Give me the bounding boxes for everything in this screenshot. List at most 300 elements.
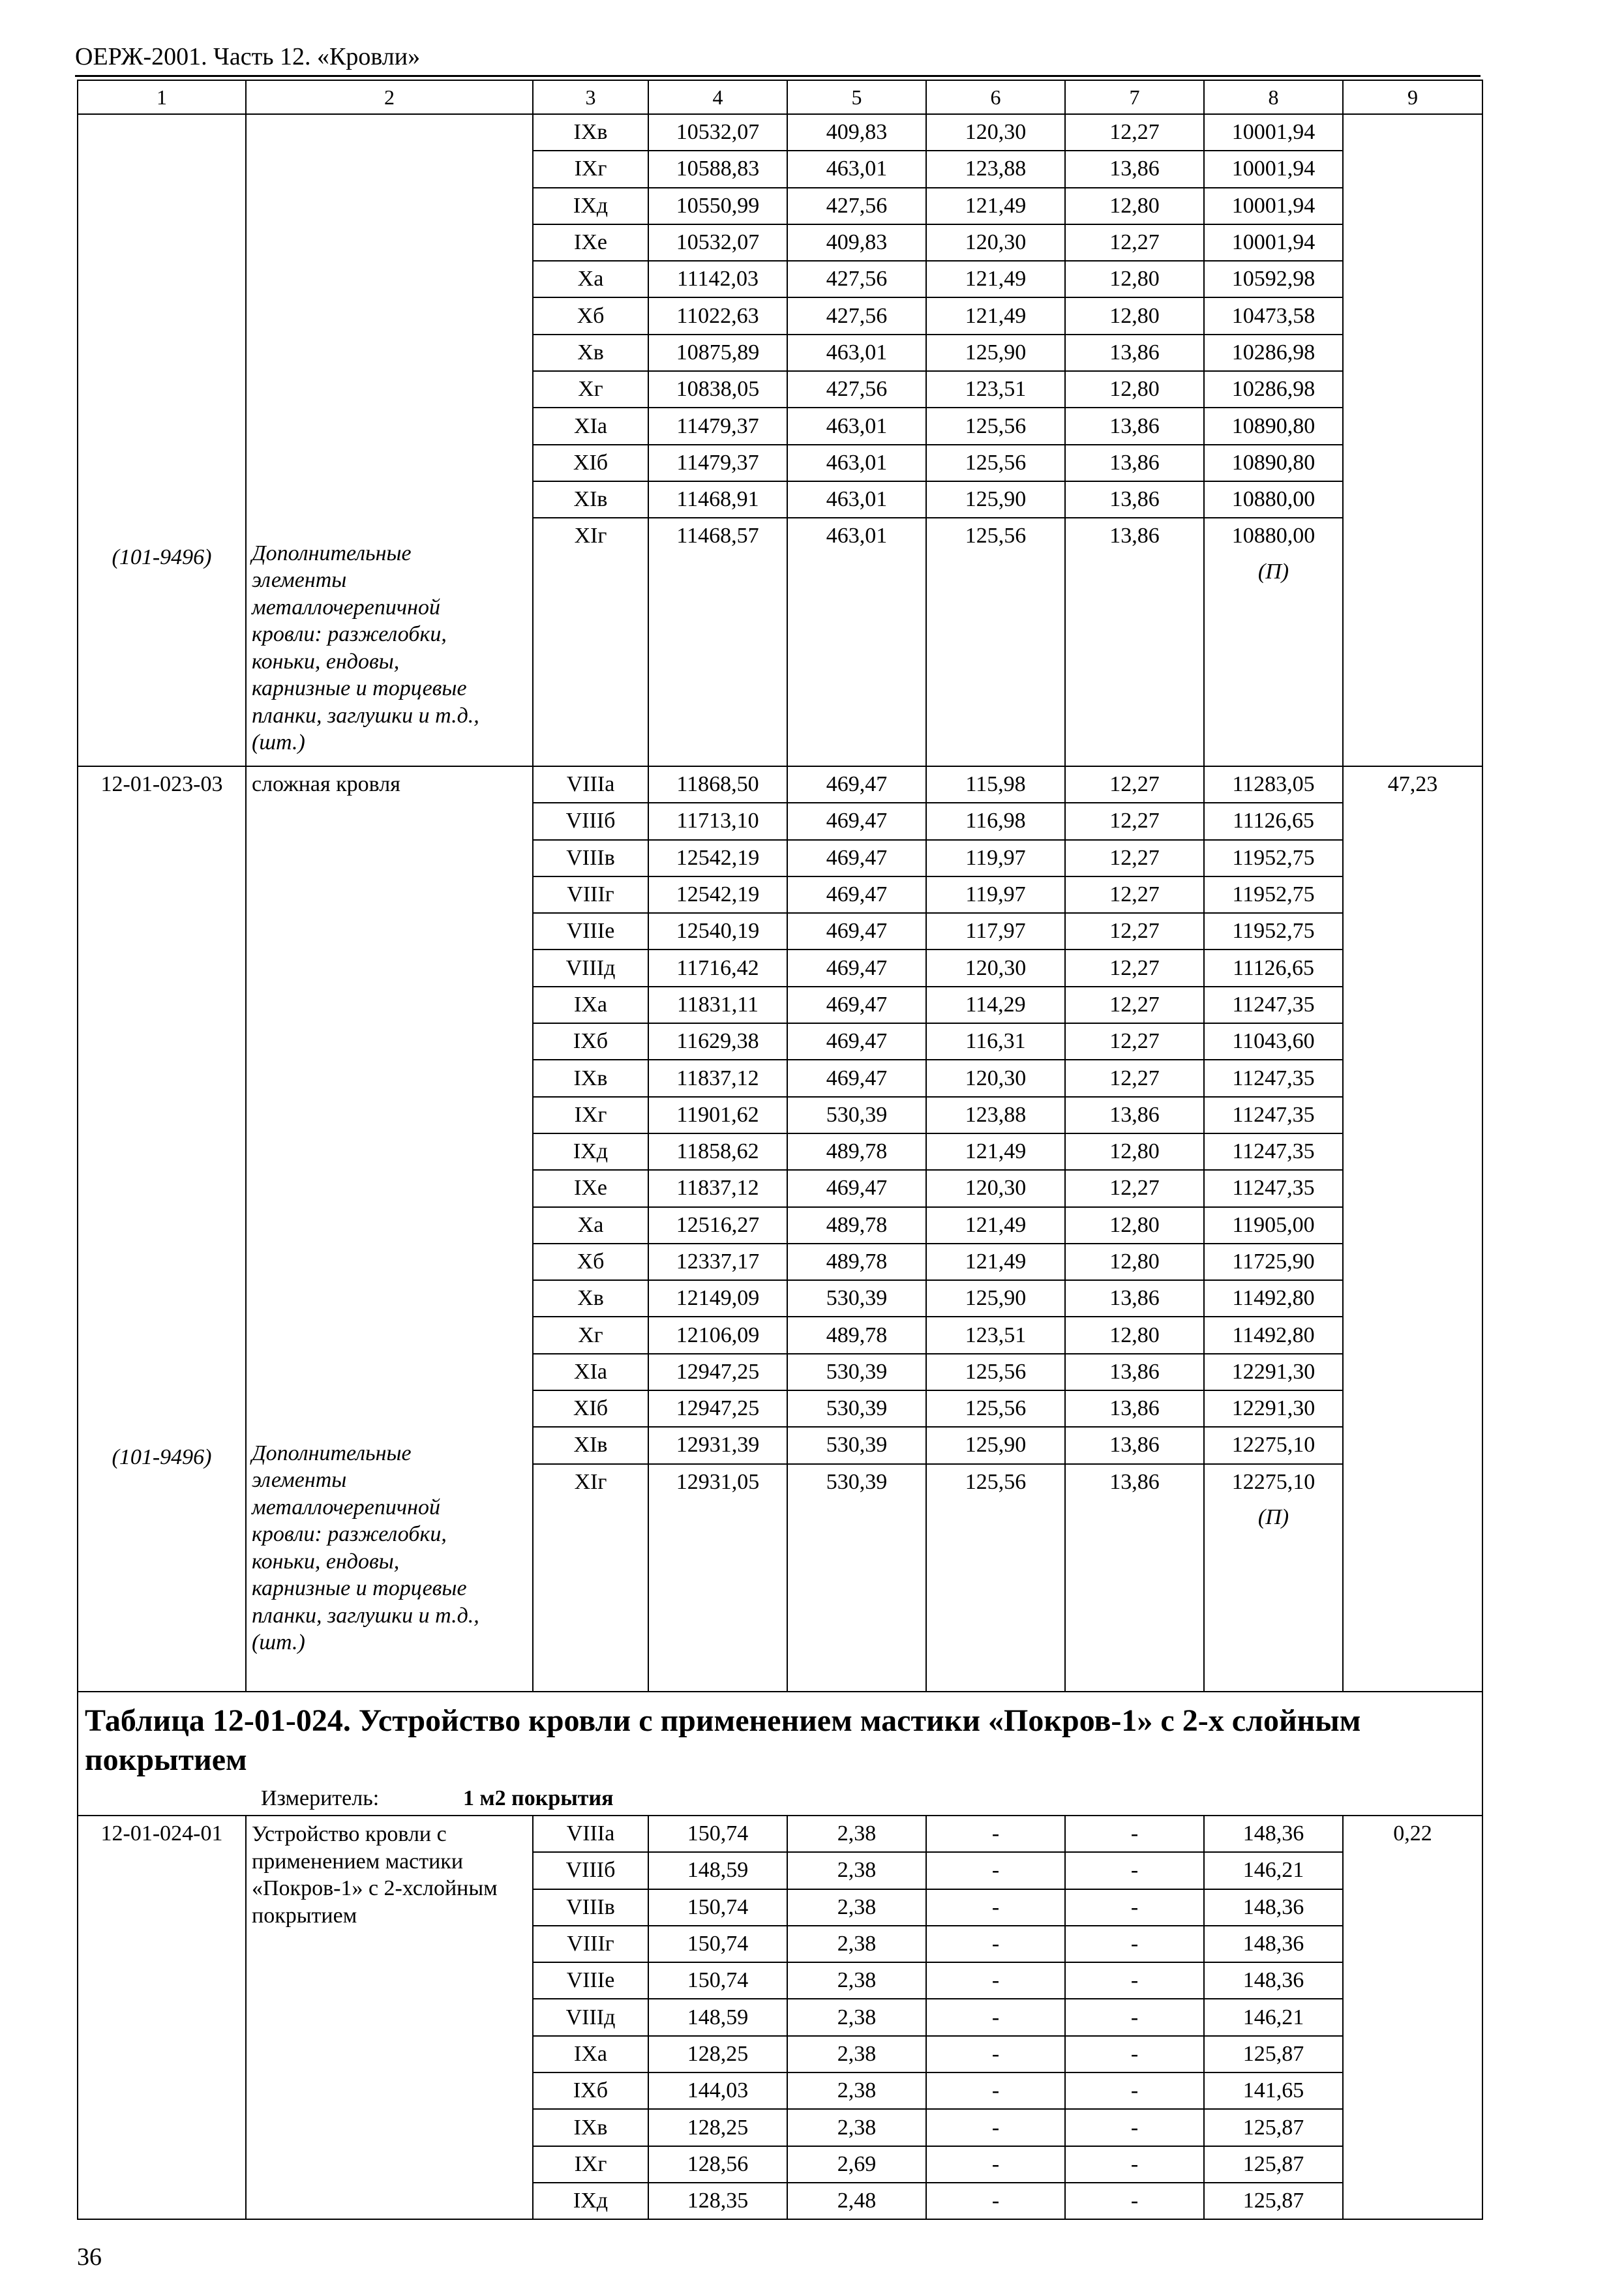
- cell-value: 12,27: [1066, 987, 1203, 1024]
- cell-value: 123,51: [927, 1317, 1064, 1354]
- cell-value: 13,86: [1066, 445, 1203, 482]
- cell-value: XIв: [534, 1428, 648, 1464]
- cell-value: 116,98: [927, 803, 1064, 840]
- cell-value: 12275,10: [1231, 1469, 1316, 1494]
- cell-value: 463,01: [788, 482, 925, 518]
- region-col: [533, 1816, 648, 2219]
- cell-value: 530,39: [788, 1391, 925, 1428]
- cell-value: IXд: [573, 2189, 609, 2213]
- cell-value: 2,38: [788, 2110, 925, 2146]
- cell-value: 463,01: [788, 151, 925, 188]
- cell-value: 12,80: [1066, 188, 1203, 225]
- cell-value: 13,86: [1066, 1354, 1203, 1391]
- note-mark: (П): [1257, 559, 1289, 584]
- cell-value: 11247,35: [1205, 987, 1342, 1024]
- cell-value: -: [1130, 2189, 1139, 2213]
- cell-value: 11716,42: [649, 950, 787, 987]
- cell-value: XIа: [534, 408, 648, 445]
- cell-value: 12291,30: [1205, 1391, 1342, 1428]
- driver-col: [1065, 114, 1204, 766]
- cell-value: 116,31: [927, 1024, 1064, 1060]
- cell-value: Xб: [534, 298, 648, 335]
- cell-value: 121,49: [927, 1134, 1064, 1171]
- cell-value: 11247,35: [1205, 1098, 1342, 1134]
- rate-block-row: [78, 1816, 1482, 2219]
- cell-value: 12,27: [1066, 877, 1203, 914]
- cell-value: 2,38: [788, 2037, 925, 2073]
- cell-value: XIб: [534, 1391, 648, 1428]
- cell-value: 121,49: [927, 1208, 1064, 1244]
- cell-value: 150,74: [649, 1963, 787, 1999]
- wage-col: [787, 114, 926, 766]
- cell-value: 125,90: [927, 1428, 1064, 1464]
- cell-value: -: [1066, 1963, 1203, 1999]
- cell-value: 128,35: [687, 2189, 749, 2213]
- column-number: 8: [1204, 80, 1343, 114]
- cell-value: 489,78: [788, 1134, 925, 1171]
- page-header-title: ОЕРЖ-2001. Часть 12. «Кровли»: [75, 43, 421, 70]
- cell-value: 10001,94: [1205, 225, 1342, 262]
- cell-value: IXе: [534, 1171, 648, 1207]
- cell-value: VIIIг: [534, 1926, 648, 1963]
- rate-block-row: [78, 114, 1482, 766]
- cell-value: 12,27: [1066, 803, 1203, 840]
- cell-value: 12,80: [1066, 1244, 1203, 1281]
- note-description: [252, 540, 532, 756]
- page-number: 36: [77, 2243, 102, 2271]
- cell-value: 146,21: [1205, 1999, 1342, 2036]
- cell-value: VIIIв: [534, 1890, 648, 1926]
- cell-value: 11247,35: [1205, 1171, 1342, 1207]
- cell-value: 121,49: [927, 262, 1064, 298]
- cell-value: 13,86: [1066, 1098, 1203, 1134]
- cell-value: 123,88: [927, 1098, 1064, 1134]
- cell-value: XIв: [534, 482, 648, 518]
- cell-value: 10532,07: [649, 115, 787, 151]
- cell-value: -: [991, 2189, 1000, 2213]
- cell-value: 11837,12: [649, 1171, 787, 1207]
- cell-value: 12542,19: [649, 841, 787, 877]
- cell-value: Xа: [534, 1208, 648, 1244]
- cell-value: 12,27: [1066, 225, 1203, 262]
- cell-value: IXв: [534, 2110, 648, 2146]
- cell-value: 125,90: [927, 335, 1064, 372]
- cell-value: 13,86: [1066, 1428, 1203, 1464]
- cell-value: 13,86: [1109, 1469, 1160, 1494]
- cell-value: 469,47: [788, 1060, 925, 1097]
- cell-value: 11831,11: [649, 987, 787, 1024]
- cell-value: 11126,65: [1205, 803, 1342, 840]
- cell-value: 141,65: [1205, 2073, 1342, 2110]
- text-line: применением мастики: [252, 1849, 464, 1874]
- cell-value: 11629,38: [649, 1024, 787, 1060]
- cell-value: -: [1066, 1926, 1203, 1963]
- cell-value: 11868,50: [649, 767, 787, 803]
- cell-value: IXг: [534, 2147, 648, 2183]
- cell-value: 12,27: [1066, 767, 1203, 803]
- cell-value: 10592,98: [1205, 262, 1342, 298]
- note-mark: (П): [1257, 1505, 1289, 1530]
- cell-value: 119,97: [927, 877, 1064, 914]
- cell-value: -: [1066, 1816, 1203, 1853]
- text-line: кровли: разжелобки,: [252, 1522, 447, 1547]
- cell-value: 530,39: [826, 1469, 888, 1494]
- cell-value: 12337,17: [649, 1244, 787, 1281]
- cell-value: 10875,89: [649, 335, 787, 372]
- cell-value: VIIIб: [534, 1853, 648, 1889]
- cell-value: 469,47: [788, 841, 925, 877]
- cell-value: 125,90: [927, 482, 1064, 518]
- cell-value: 12,27: [1066, 115, 1203, 151]
- cell-value: 11479,37: [649, 408, 787, 445]
- material-col: [1204, 766, 1343, 1692]
- name-cell: [246, 114, 533, 766]
- column-number: 4: [648, 80, 787, 114]
- note-code: (101-9496): [112, 1444, 212, 1469]
- cell-value: 2,48: [837, 2189, 877, 2213]
- cell-value: 11952,75: [1205, 877, 1342, 914]
- cell-value: 12,80: [1066, 1134, 1203, 1171]
- column-number: 7: [1065, 80, 1204, 114]
- cell-value: 115,98: [927, 767, 1064, 803]
- labor-col: [1343, 114, 1482, 766]
- cell-value: 12947,25: [649, 1354, 787, 1391]
- rate-name: [252, 1821, 532, 1929]
- rates-table: [77, 80, 1483, 2220]
- cell-value: 2,38: [788, 1890, 925, 1926]
- cell-value: 427,56: [788, 188, 925, 225]
- cell-value: 119,97: [927, 841, 1064, 877]
- cell-value: 469,47: [788, 1171, 925, 1207]
- cell-value: 12,27: [1066, 1060, 1203, 1097]
- cell-value: 12,27: [1066, 950, 1203, 987]
- text-line: планки, заглушки и т.д.,: [252, 1603, 479, 1628]
- cell-value: 144,03: [649, 2073, 787, 2110]
- cell-value: IXв: [534, 1060, 648, 1097]
- cell-value: 13,86: [1066, 408, 1203, 445]
- material-col: [1204, 1816, 1343, 2219]
- text-line: (шт.): [252, 1630, 305, 1655]
- cell-value: 148,36: [1205, 1963, 1342, 1999]
- labor-value: 0,22: [1393, 1821, 1432, 1846]
- cell-value: 125,87: [1205, 2110, 1342, 2146]
- cell-value: VIIIд: [534, 1999, 648, 2036]
- text-line: «Покров-1» с 2-хслойным: [252, 1876, 498, 1900]
- cell-value: IXа: [534, 987, 648, 1024]
- name-cell: [246, 766, 533, 1692]
- cell-value: 463,01: [826, 524, 888, 548]
- cell-value: IXа: [534, 2037, 648, 2073]
- code-cell: [78, 114, 246, 766]
- column-number: 3: [533, 80, 648, 114]
- cell-value: XIг: [574, 1469, 607, 1494]
- labor-col: [1343, 1816, 1482, 2219]
- cell-value: 125,56: [965, 1469, 1027, 1494]
- cell-value: 11713,10: [649, 803, 787, 840]
- cell-value: VIIIд: [534, 950, 648, 987]
- cell-value: 11901,62: [649, 1098, 787, 1134]
- cell-value: 13,86: [1109, 524, 1160, 548]
- cell-value: XIб: [534, 445, 648, 482]
- cell-value: 489,78: [788, 1244, 925, 1281]
- cell-value: 128,56: [649, 2147, 787, 2183]
- cell-value: 13,86: [1066, 335, 1203, 372]
- cell-value: -: [927, 2073, 1064, 2110]
- cell-value: -: [927, 1926, 1064, 1963]
- cell-value: IXб: [534, 2073, 648, 2110]
- column-number: 9: [1343, 80, 1482, 114]
- cell-value: IXв: [534, 115, 648, 151]
- cell-value: 10880,00: [1231, 524, 1316, 548]
- cell-value: VIIIб: [534, 803, 648, 840]
- cell-value: 2,38: [788, 1963, 925, 1999]
- cell-value: -: [1066, 2037, 1203, 2073]
- cell-value: 150,74: [649, 1816, 787, 1853]
- cell-value: -: [927, 2110, 1064, 2146]
- cell-value: 121,49: [927, 298, 1064, 335]
- cell-value: IXд: [534, 1134, 648, 1171]
- text-line: карнизные и торцевые: [252, 1576, 467, 1601]
- cell-value: 469,47: [788, 914, 925, 950]
- cell-value: 463,01: [788, 335, 925, 372]
- cell-value: 10473,58: [1205, 298, 1342, 335]
- cell-value: 530,39: [788, 1354, 925, 1391]
- cell-value: 12947,25: [649, 1391, 787, 1428]
- cell-value: 114,29: [927, 987, 1064, 1024]
- cell-value: -: [1066, 2110, 1203, 2146]
- cell-value: 12540,19: [649, 914, 787, 950]
- cell-value: 11043,60: [1205, 1024, 1342, 1060]
- cell-value: 463,01: [788, 408, 925, 445]
- meter-row: [85, 1785, 1475, 1812]
- cell-value: 409,83: [788, 225, 925, 262]
- cell-value: 409,83: [788, 115, 925, 151]
- region-col: [533, 114, 648, 766]
- cell-value: 10001,94: [1205, 115, 1342, 151]
- cell-value: 12,27: [1066, 914, 1203, 950]
- cell-value: 12149,09: [649, 1281, 787, 1317]
- rate-code: 12-01-023-03: [100, 772, 223, 797]
- cell-value: 123,88: [927, 151, 1064, 188]
- material-col: [1204, 114, 1343, 766]
- text-line: карнизные и торцевые: [252, 676, 467, 701]
- cell-value: 125,90: [927, 1281, 1064, 1317]
- text-line: Дополнительные: [252, 541, 412, 565]
- cell-value: VIIIг: [534, 877, 648, 914]
- code-cell: [78, 766, 246, 1692]
- cell-value: Xб: [534, 1244, 648, 1281]
- meter-label: Измеритель:: [261, 1786, 380, 1810]
- cell-value: 530,39: [788, 1281, 925, 1317]
- cell-value: Xг: [534, 1317, 648, 1354]
- cell-value: -: [927, 1853, 1064, 1889]
- rate-block-row: [78, 766, 1482, 1692]
- cell-value: 10532,07: [649, 225, 787, 262]
- cell-value: 121,49: [927, 1244, 1064, 1281]
- cell-value: 148,36: [1205, 1890, 1342, 1926]
- cell-value: 10550,99: [649, 188, 787, 225]
- labor-col: [1343, 766, 1482, 1692]
- text-line: коньки, ендовы,: [252, 649, 400, 674]
- cell-value: 10890,80: [1205, 445, 1342, 482]
- cell-value: 10001,94: [1205, 151, 1342, 188]
- cell-value: 117,97: [927, 914, 1064, 950]
- cell-value: 11468,91: [649, 482, 787, 518]
- cell-value: 10001,94: [1205, 188, 1342, 225]
- cell-value: 489,78: [788, 1317, 925, 1354]
- cell-value: VIIIе: [534, 914, 648, 950]
- code-cell: [78, 1816, 246, 2219]
- cell-value: -: [1066, 2147, 1203, 2183]
- cell-value: VIIIа: [534, 1816, 648, 1853]
- cell-value: 12275,10: [1205, 1428, 1342, 1464]
- cell-value: 12,27: [1066, 841, 1203, 877]
- cell-value: VIIIв: [534, 841, 648, 877]
- cell-value: 13,86: [1066, 482, 1203, 518]
- cell-value: 2,38: [788, 1816, 925, 1853]
- cell-value: 2,38: [788, 1853, 925, 1889]
- machine-col: [926, 766, 1065, 1692]
- column-number: 5: [787, 80, 926, 114]
- text-line: (шт.): [252, 730, 305, 755]
- cell-value: 121,49: [927, 188, 1064, 225]
- cell-value: 12542,19: [649, 877, 787, 914]
- cell-value: VIIIе: [534, 1963, 648, 1999]
- cell-value: 12516,27: [649, 1208, 787, 1244]
- cell-value: 12291,30: [1205, 1354, 1342, 1391]
- cell-value: 128,25: [649, 2110, 787, 2146]
- note-description: [252, 1440, 532, 1656]
- cell-value: Xв: [534, 1281, 648, 1317]
- text-line: кровли: разжелобки,: [252, 622, 447, 647]
- cell-value: 12,80: [1066, 262, 1203, 298]
- cell-value: 12106,09: [649, 1317, 787, 1354]
- cost-col: [648, 114, 787, 766]
- cell-value: IXе: [534, 225, 648, 262]
- cell-value: 11837,12: [649, 1060, 787, 1097]
- cell-value: 11492,80: [1205, 1317, 1342, 1354]
- machine-col: [926, 114, 1065, 766]
- cell-value: 13,86: [1066, 1281, 1203, 1317]
- cell-value: IXд: [534, 188, 648, 225]
- cell-value: 148,36: [1205, 1816, 1342, 1853]
- cell-value: 10880,00: [1205, 482, 1342, 518]
- cell-value: 11479,37: [649, 445, 787, 482]
- cell-value: 13,86: [1066, 151, 1203, 188]
- cell-value: 427,56: [788, 262, 925, 298]
- text-line: Устройство кровли с: [252, 1822, 447, 1846]
- cell-value: 489,78: [788, 1208, 925, 1244]
- cell-value: 12,80: [1066, 298, 1203, 335]
- cell-value: 120,30: [927, 950, 1064, 987]
- cell-value: 11126,65: [1205, 950, 1342, 987]
- cell-value: 125,56: [927, 1354, 1064, 1391]
- cell-value: Xг: [534, 372, 648, 408]
- column-number-row: [78, 80, 1482, 114]
- cell-value: XIа: [534, 1354, 648, 1391]
- cell-value: -: [927, 2037, 1064, 2073]
- cell-value: 469,47: [788, 1024, 925, 1060]
- column-number: 6: [926, 80, 1065, 114]
- name-cell: [246, 1816, 533, 2219]
- cell-value: 469,47: [788, 950, 925, 987]
- cell-value: 11952,75: [1205, 841, 1342, 877]
- cell-value: IXг: [534, 1098, 648, 1134]
- cell-value: 11492,80: [1205, 1281, 1342, 1317]
- cell-value: 469,47: [788, 877, 925, 914]
- cell-value: 12,27: [1066, 1171, 1203, 1207]
- cell-value: -: [927, 1890, 1064, 1926]
- cell-value: 125,87: [1205, 2037, 1342, 2073]
- cell-value: 148,59: [649, 1853, 787, 1889]
- cell-value: -: [927, 1816, 1064, 1853]
- note-code: (101-9496): [112, 545, 212, 569]
- cost-col: [648, 766, 787, 1692]
- cell-value: 146,21: [1205, 1853, 1342, 1889]
- meter-value: 1 м2 покрытия: [463, 1786, 614, 1810]
- cell-value: 13,86: [1066, 1391, 1203, 1428]
- cell-value: 125,56: [927, 445, 1064, 482]
- cell-value: 2,38: [788, 1999, 925, 2036]
- cell-value: 12931,05: [676, 1469, 760, 1494]
- cell-value: VIIIа: [534, 767, 648, 803]
- cell-value: 10588,83: [649, 151, 787, 188]
- cell-value: 11468,57: [676, 524, 759, 548]
- cell-value: 125,87: [1242, 2189, 1304, 2213]
- cell-value: IXб: [534, 1024, 648, 1060]
- table-title-row: [78, 1692, 1482, 1816]
- cell-value: 120,30: [927, 115, 1064, 151]
- cell-value: 11725,90: [1205, 1244, 1342, 1281]
- cell-value: -: [927, 1963, 1064, 1999]
- text-line: планки, заглушки и т.д.,: [252, 703, 479, 728]
- cell-value: 148,36: [1205, 1926, 1342, 1963]
- cell-value: 12,27: [1066, 1024, 1203, 1060]
- cost-col: [648, 1816, 787, 2219]
- table-title-cell: [78, 1692, 1482, 1816]
- cell-value: 469,47: [788, 767, 925, 803]
- cell-value: 11905,00: [1205, 1208, 1342, 1244]
- cell-value: -: [1066, 1999, 1203, 2036]
- cell-value: 150,74: [649, 1926, 787, 1963]
- cell-value: 12,80: [1066, 1317, 1203, 1354]
- text-line: металлочерепичной: [252, 595, 440, 620]
- text-line: элементы: [252, 568, 347, 593]
- cell-value: 120,30: [927, 1171, 1064, 1207]
- cell-value: -: [1066, 1853, 1203, 1889]
- text-line: коньки, ендовы,: [252, 1549, 400, 1574]
- cell-value: Xа: [534, 262, 648, 298]
- cell-value: 463,01: [788, 445, 925, 482]
- cell-value: 530,39: [788, 1428, 925, 1464]
- cell-value: 2,69: [788, 2147, 925, 2183]
- cell-value: 10286,98: [1205, 335, 1342, 372]
- cell-value: -: [1066, 2073, 1203, 2110]
- cell-value: 427,56: [788, 298, 925, 335]
- cell-value: -: [1066, 1890, 1203, 1926]
- cell-value: 125,87: [1205, 2147, 1342, 2183]
- cell-value: 11022,63: [649, 298, 787, 335]
- cell-value: 11247,35: [1205, 1060, 1342, 1097]
- cell-value: 128,25: [649, 2037, 787, 2073]
- column-number: 2: [246, 80, 533, 114]
- cell-value: 530,39: [788, 1098, 925, 1134]
- rate-name: сложная кровля: [252, 772, 400, 797]
- labor-value: 47,23: [1387, 772, 1438, 797]
- cell-value: 148,59: [649, 1999, 787, 2036]
- cell-value: IXг: [534, 151, 648, 188]
- cell-value: 12931,39: [649, 1428, 787, 1464]
